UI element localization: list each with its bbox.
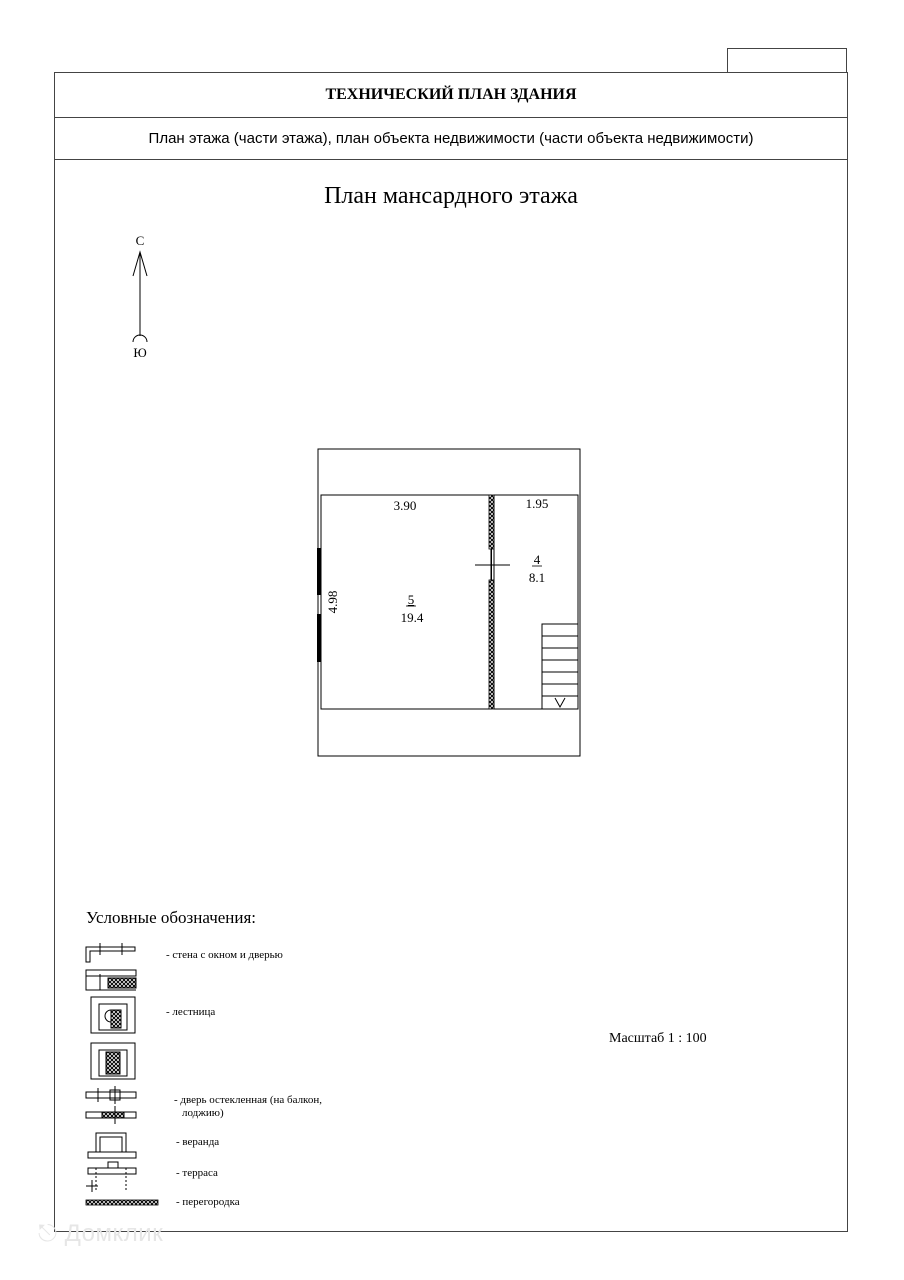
scale-label: Масштаб 1 : 100 bbox=[609, 1031, 707, 1046]
document-title: ТЕХНИЧЕСКИЙ ПЛАН ЗДАНИЯ bbox=[54, 72, 848, 118]
glazed-door-icon bbox=[86, 1086, 136, 1124]
partition bbox=[489, 495, 494, 549]
dimension-room5-height: 4.98 bbox=[325, 590, 340, 614]
room-4-outline bbox=[494, 495, 578, 709]
room-4-area: 8.1 bbox=[528, 570, 546, 585]
dimension-room5-width: 3.90 bbox=[393, 498, 417, 513]
legend-item-partition: - перегородка bbox=[176, 1196, 240, 1208]
compass-icon bbox=[133, 233, 147, 360]
wall-window-door-icon bbox=[86, 943, 136, 990]
veranda-icon bbox=[88, 1133, 136, 1158]
domclick-watermark bbox=[38, 1220, 163, 1248]
staircase-icon bbox=[542, 624, 578, 709]
floor-plan-title: План мансардного этажа bbox=[324, 183, 578, 209]
legend-item-veranda: - веранда bbox=[176, 1136, 220, 1148]
room-5-area: 19.4 bbox=[400, 610, 424, 625]
room-5-outline bbox=[321, 495, 491, 709]
legend-item-glazed-door-cont: лоджию) bbox=[182, 1107, 224, 1119]
terrace-icon bbox=[86, 1162, 136, 1192]
legend-title: Условные обозначения: bbox=[86, 908, 257, 927]
compass-south-label: Ю bbox=[133, 345, 147, 360]
watermark-logo-icon: ⎋ bbox=[38, 1220, 58, 1247]
window-symbol bbox=[317, 614, 321, 662]
room-5-number: 5 bbox=[407, 592, 415, 607]
staircase-legend-icon bbox=[91, 997, 135, 1079]
document-subtitle: План этажа (части этажа), план объекта недвижимости (части объекта недвижимости) bbox=[54, 118, 848, 160]
dimension-room4-width: 1.95 bbox=[525, 496, 549, 511]
legend-item-stairs: - лестница bbox=[166, 1006, 216, 1018]
legend-item-terrace: - терраса bbox=[176, 1167, 218, 1179]
room-4-number: 4 bbox=[533, 552, 541, 567]
compass-north-label: С bbox=[135, 233, 145, 248]
legend-item-glazed-door: - дверь остекленная (на балкон, bbox=[174, 1094, 322, 1106]
legend-item-wall: - стена с окном и дверью bbox=[166, 949, 283, 961]
partition-legend-icon bbox=[86, 1200, 158, 1205]
partition bbox=[489, 580, 494, 709]
window-symbol bbox=[317, 548, 321, 595]
watermark-text: Домклик bbox=[64, 1220, 164, 1247]
